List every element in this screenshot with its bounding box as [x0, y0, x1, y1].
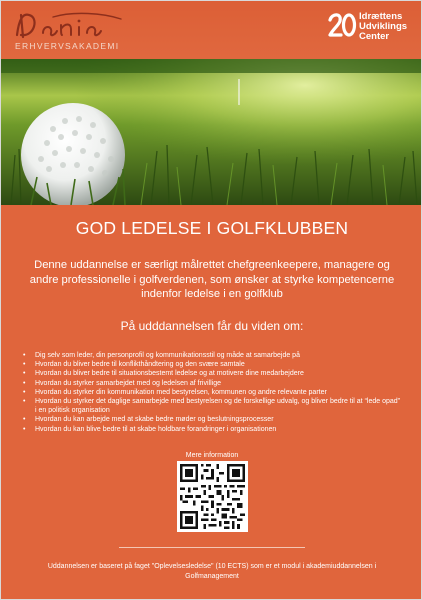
bullet-icon: •	[23, 379, 26, 387]
partner-line-2: Udviklings	[359, 21, 408, 32]
list-item: • Hvordan du styrker din kommunikation med bestyrelsen, kommunen og andre relevante parter	[23, 388, 327, 396]
bullet-icon: •	[23, 398, 26, 406]
footer-note: Uddannelsen er baseret på faget "Oplevelsesledelse" (10 ECTS) som er et modul i akademiuddannelsen i Golfmanagement	[47, 563, 377, 580]
bullet-icon: •	[23, 388, 26, 396]
partner-number-icon	[327, 11, 357, 43]
dania-script-logo	[13, 7, 125, 41]
more-info-label: Mere information	[185, 452, 239, 459]
qr-code-icon	[180, 464, 245, 529]
dania-subtitle: ERHVERVSAKADEMI	[15, 41, 120, 51]
golf-grass-image	[1, 59, 422, 205]
partner-name	[359, 12, 407, 42]
partner-line-1: Idrættens	[359, 11, 403, 22]
topic-list	[23, 351, 403, 434]
bullet-icon: •	[23, 425, 26, 433]
list-item: • Hvordan du styrker det daglige samarbejde med bestyrelsen og de forskellige udvalg, og bliver bedre til at “lede opad” i en politisk organisation	[23, 398, 400, 415]
dania-logo	[13, 7, 133, 53]
bullet-icon: •	[23, 416, 26, 424]
bullets-heading: På udddannelsen får du viden om:	[120, 319, 304, 333]
qr-code[interactable]	[177, 461, 248, 532]
bullet-icon: •	[23, 361, 26, 369]
partner-logo	[327, 9, 413, 49]
list-item: • Hvordan du kan arbejde med at skabe bedre møder og beslutningsprocesser	[23, 416, 274, 424]
list-item: • Hvordan du styrker samarbejdet med og ledelsen af frivillige	[23, 379, 221, 387]
page-title: GOD LEDELSE I GOLFKLUBBEN	[75, 218, 349, 238]
footer-divider	[119, 547, 305, 548]
list-item: • Hvordan du bliver bedre til situationsbestemt ledelse og at motivere dine medarbejdere	[23, 370, 304, 378]
list-item: • Hvordan du bliver bedre til konflikthåndtering og den svære samtale	[23, 361, 245, 369]
header-band	[1, 1, 422, 59]
list-item: • Dig selv som leder, din personprofil og kommunikationsstil og måde at samarbejde på	[23, 352, 300, 359]
golf-ball-photo	[1, 59, 422, 205]
partner-line-3: Center	[359, 31, 390, 42]
bullet-icon: •	[23, 352, 26, 359]
list-item: • Hvordan du kan blive bedre til at skabe holdbare forandringer i organisationen	[23, 425, 277, 433]
bullet-icon: •	[23, 370, 26, 378]
intro-paragraph: Denne uddannelse er særligt målrettet chefgreenkeepere, managere og andre professionelle i golfverdenen, som ønsker at styrke kompetencerne indenfor ledelse i en golfklub	[29, 259, 395, 300]
